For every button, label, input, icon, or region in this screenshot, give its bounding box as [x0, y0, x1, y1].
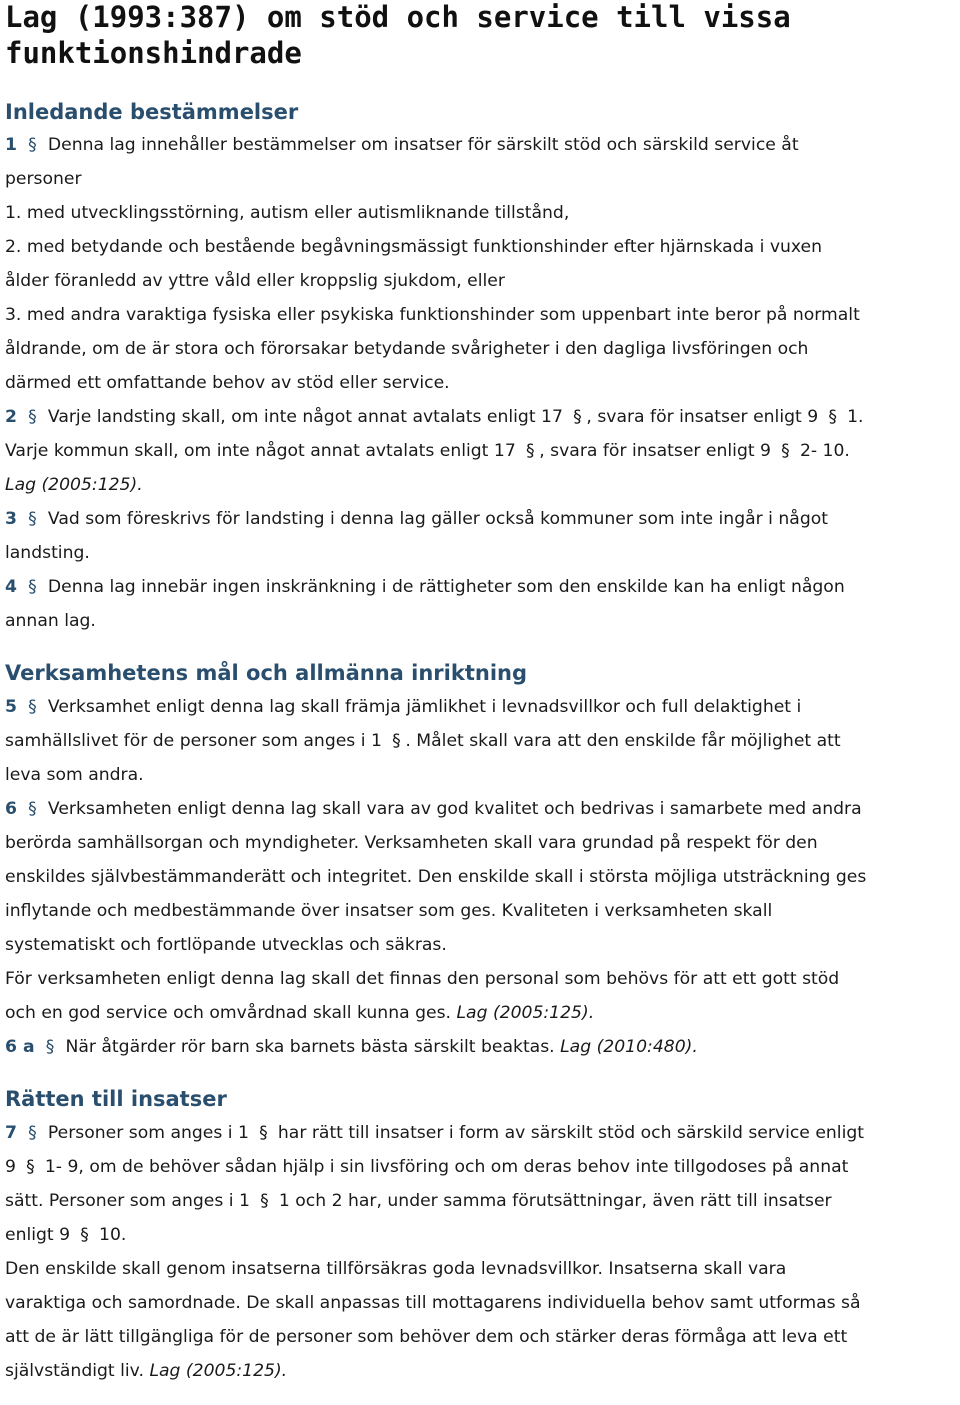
section-symbol-icon: §	[259, 1123, 268, 1143]
paragraph-6a	[5, 1030, 954, 1064]
paragraph-4-line	[5, 570, 954, 604]
document-title	[5, 0, 954, 72]
section-symbol-icon: §	[525, 441, 535, 461]
section-symbol-icon: §	[26, 1157, 35, 1177]
list-item-3-cont: åldrande, om de är stora och förorsakar betydande svårigheter i den dagliga livsföringen och	[5, 339, 809, 359]
section-symbol-icon: §	[828, 407, 837, 427]
paragraph-7-line: att de är lätt tillgängliga för de personer som behöver dem och stärker deras förmåga att leva ett	[5, 1327, 848, 1347]
paragraph-7-line	[5, 1116, 954, 1150]
paragraph-number: 7	[5, 1123, 17, 1143]
paragraph-5-line	[5, 690, 954, 724]
section-symbol-icon: §	[80, 1225, 89, 1245]
paragraph-text: 10.	[99, 1225, 127, 1245]
paragraph-6-line: inflytande och medbestämmande över insatser som ges. Kvaliteten i verksamheten skall	[5, 901, 773, 921]
paragraph-number: 5	[5, 697, 17, 717]
section-symbol-icon: §	[781, 441, 790, 461]
title-line-2: funktionshindrade	[5, 36, 302, 70]
list-item-3: 3. med andra varaktiga fysiska eller psykiska funktionshinder som uppenbart inte beror på normalt	[5, 305, 860, 325]
paragraph-text: Denna lag innehåller bestämmelser om insatser för särskilt stöd och särskild service åt	[47, 135, 799, 155]
paragraph-7-line	[5, 1150, 954, 1184]
paragraph-number: 6	[5, 799, 17, 819]
paragraph-text: 1- 9, om de behöver sådan hjälp i sin livsföring och om deras behov inte tillgodoses på annat	[44, 1157, 849, 1177]
paragraph-5	[5, 690, 954, 792]
paragraph-4-line: annan lag.	[5, 611, 96, 631]
section-heading-ratten-till-insatser: Rätten till insatser	[5, 1087, 227, 1111]
section-symbol-icon: §	[28, 407, 37, 427]
paragraph-text: , svara för insatser enligt 9	[586, 407, 819, 427]
section-symbol-icon: §	[28, 1123, 37, 1143]
paragraph-5-line	[5, 724, 954, 758]
paragraph-7	[5, 1116, 954, 1388]
section-symbol-icon: §	[28, 697, 37, 717]
paragraph-2	[5, 400, 954, 502]
paragraph-number: 2	[5, 407, 17, 427]
paragraph-5-line: leva som andra.	[5, 765, 144, 785]
paragraph-6-line: För verksamheten enligt denna lag skall det finnas den personal som behövs för att ett gott stöd	[5, 969, 840, 989]
title-line-1: Lag (1993:387) om stöd och service till vissa	[5, 0, 791, 34]
paragraph-text: och en god service och omvårdnad skall kunna ges.	[5, 1003, 451, 1023]
paragraph-2-line	[5, 400, 954, 434]
list-item-2-cont: ålder föranledd av yttre våld eller kroppslig sjukdom, eller	[5, 271, 505, 291]
paragraph-text: Personer som anges i 1	[47, 1123, 249, 1143]
paragraph-number: 6 a	[5, 1037, 35, 1057]
paragraph-text: sätt. Personer som anges i 1	[5, 1191, 250, 1211]
amendment-reference: Lag (2005:125).	[5, 475, 143, 495]
paragraph-6-line	[5, 792, 954, 826]
paragraph-6-line: enskildes självbestämmanderätt och integritet. Den enskilde skall i största möjliga utsträckning ges	[5, 867, 867, 887]
paragraph-2-line	[5, 434, 954, 468]
paragraph-6-line	[5, 996, 954, 1030]
paragraph-7-line: varaktiga och samordnade. De skall anpassas till mottagarens individuella behov samt utformas så	[5, 1293, 861, 1313]
paragraph-6-line: berörda samhällsorgan och myndigheter. Verksamheten skall vara grundad på respekt för den	[5, 833, 818, 853]
paragraph-text: Vad som föreskrivs för landsting i denna lag gäller också kommuner som inte ingår i något	[47, 509, 828, 529]
paragraph-1	[5, 128, 954, 400]
paragraph-text: , svara för insatser enligt 9	[539, 441, 771, 461]
paragraph-text: 9	[5, 1157, 16, 1177]
paragraph-6a-line	[5, 1030, 954, 1064]
paragraph-6	[5, 792, 954, 1030]
section-heading-verksamhetens-mal: Verksamhetens mål och allmänna inriktning	[5, 661, 527, 685]
paragraph-3-line	[5, 502, 954, 536]
section-symbol-icon: §	[28, 799, 37, 819]
paragraph-text: Varje kommun skall, om inte något annat avtalats enligt 17	[5, 441, 516, 461]
paragraph-text: . Målet skall vara att den enskilde får möjlighet att	[405, 731, 841, 751]
section-symbol-icon: §	[260, 1191, 269, 1211]
paragraph-7-line	[5, 1218, 954, 1252]
paragraph-text: Varje landsting skall, om inte något annat avtalats enligt 17	[47, 407, 563, 427]
list-item-2: 2. med betydande och bestående begåvningsmässigt funktionshinder efter hjärnskada i vuxen	[5, 237, 823, 257]
section-symbol-icon: §	[45, 1037, 55, 1057]
list-item-3-cont: därmed ett omfattande behov av stöd eller service.	[5, 373, 450, 393]
paragraph-7-line: Den enskilde skall genom insatserna tillförsäkras goda levnadsvillkor. Insatserna skall vara	[5, 1259, 787, 1279]
paragraph-text: Verksamhet enligt denna lag skall främja jämlikhet i levnadsvillkor och full delaktighet i	[47, 697, 802, 717]
section-heading-inledande: Inledande bestämmelser	[5, 100, 299, 124]
paragraph-1-line	[5, 128, 954, 162]
section-symbol-icon: §	[28, 577, 37, 597]
section-symbol-icon: §	[28, 135, 37, 155]
amendment-reference: Lag (2005:125).	[456, 1003, 595, 1023]
paragraph-text: När åtgärder rör barn ska barnets bästa särskilt beaktas.	[65, 1037, 555, 1057]
paragraph-number: 1	[5, 135, 17, 155]
paragraph-text: har rätt till insatser i form av särskilt stöd och särskild service enligt	[277, 1123, 865, 1143]
paragraph-text: Verksamheten enligt denna lag skall vara av god kvalitet och bedrivas i samarbete med andra	[47, 799, 862, 819]
section-symbol-icon: §	[573, 407, 582, 427]
paragraph-text: 1 och 2 har, under samma förutsättningar, även rätt till insatser	[278, 1191, 832, 1211]
paragraph-text: samhällslivet för de personer som anges i 1	[5, 731, 382, 751]
list-item-1: 1. med utvecklingsstörning, autism eller autismliknande tillstånd,	[5, 203, 570, 223]
paragraph-4	[5, 570, 954, 638]
paragraph-text: 1.	[847, 407, 864, 427]
paragraph-text: Denna lag innebär ingen inskränkning i de rättigheter som den enskilde kan ha enligt någon	[47, 577, 845, 597]
paragraph-text: enligt 9	[5, 1225, 71, 1245]
amendment-reference: Lag (2005:125).	[149, 1361, 288, 1381]
paragraph-7-line	[5, 1354, 954, 1388]
paragraph-1-line: personer	[5, 169, 82, 189]
paragraph-number: 4	[5, 577, 17, 597]
paragraph-7-line	[5, 1184, 954, 1218]
paragraph-3-line: landsting.	[5, 543, 90, 563]
amendment-reference: Lag (2010:480).	[560, 1037, 698, 1057]
paragraph-text: 2- 10.	[799, 441, 850, 461]
section-symbol-icon: §	[392, 731, 401, 751]
paragraph-text: självständigt liv.	[5, 1361, 144, 1381]
paragraph-6-line: systematiskt och fortlöpande utvecklas och säkras.	[5, 935, 447, 955]
paragraph-number: 3	[5, 509, 17, 529]
paragraph-3	[5, 502, 954, 570]
section-symbol-icon: §	[28, 509, 37, 529]
